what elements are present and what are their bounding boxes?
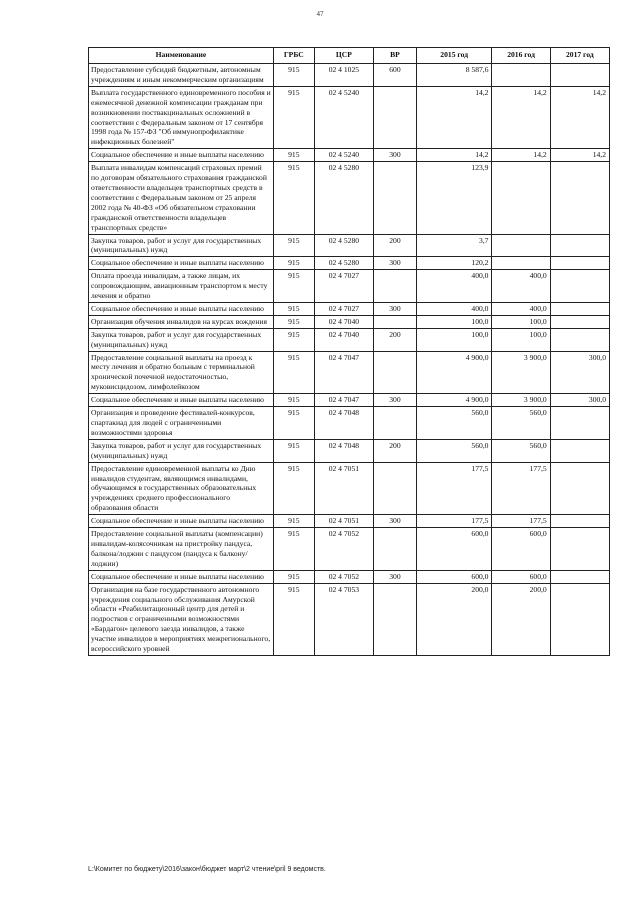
cell-csr: 02 4 1025: [314, 64, 373, 87]
cell-2016: 14,2: [492, 149, 550, 162]
table-row: [89, 234, 610, 257]
cell-2015: 8 587,6: [416, 64, 492, 87]
cell-grbs: 915: [273, 583, 314, 655]
cell-vr: 300: [374, 302, 417, 315]
cell-2017: [550, 583, 609, 655]
cell-2015: 100,0: [416, 328, 492, 351]
cell-csr: 02 4 7027: [314, 302, 373, 315]
page-number: 47: [316, 10, 324, 18]
cell-2017: 14,2: [550, 149, 609, 162]
cell-2015: 177,5: [416, 515, 492, 528]
cell-2015: 14,2: [416, 86, 492, 148]
cell-vr: 300: [374, 149, 417, 162]
cell-grbs: 915: [273, 162, 314, 234]
cell-name: Организация и проведение фестивалей-конкурсов, спартакиад для людей с ограниченными возможностями здоровья: [89, 407, 274, 440]
table-row: [89, 515, 610, 528]
cell-2016: 560,0: [492, 439, 550, 462]
cell-grbs: 915: [273, 328, 314, 351]
cell-csr: 02 4 5280: [314, 162, 373, 234]
cell-name: Социальное обеспечение и иные выплаты населению: [89, 570, 274, 583]
cell-2015: 600,0: [416, 528, 492, 571]
cell-2017: 14,2: [550, 86, 609, 148]
cell-csr: 02 4 7048: [314, 439, 373, 462]
cell-2015: 400,0: [416, 270, 492, 303]
table-row: [89, 439, 610, 462]
cell-vr: [374, 162, 417, 234]
cell-csr: 02 4 7051: [314, 515, 373, 528]
cell-vr: 300: [374, 515, 417, 528]
cell-2016: 400,0: [492, 302, 550, 315]
cell-name: Выплата инвалидам компенсаций страховых премий по договорам обязательного страхования гражданской ответственности владельцев транспортных средств в соответствии с Федеральным законом от 25 апреля 2002 года № 40-ФЗ «Об обязательном страховании гражданской ответственности владельцев транспортных средств»: [89, 162, 274, 234]
cell-csr: 02 4 5280: [314, 234, 373, 257]
cell-grbs: 915: [273, 351, 314, 394]
cell-name: Организация обучения инвалидов на курсах вождения: [89, 315, 274, 328]
cell-csr: 02 4 7040: [314, 328, 373, 351]
cell-grbs: 915: [273, 302, 314, 315]
cell-2015: 120,2: [416, 257, 492, 270]
cell-grbs: 915: [273, 234, 314, 257]
cell-grbs: 915: [273, 270, 314, 303]
cell-grbs: 915: [273, 515, 314, 528]
cell-name: Выплата государственного единовременного пособия и ежемесячной денежной компенсации гражданам при возникновении поствакцинальных осложнений в соответствии с Федеральным законом от 17 сентября 1998 года № 157-ФЗ "Об иммунопрофилактике инфекционных болезней": [89, 86, 274, 148]
table-row: [89, 302, 610, 315]
cell-name: Предоставление социальной выплаты на проезд к месту лечения и обратно больным с терминальной хронической почечной недостаточностью, муковисцидозом, лимфолейкозом: [89, 351, 274, 394]
cell-2016: 3 900,0: [492, 394, 550, 407]
cell-2016: [492, 64, 550, 87]
cell-csr: 02 4 5240: [314, 149, 373, 162]
cell-2017: [550, 302, 609, 315]
cell-2016: 177,5: [492, 462, 550, 515]
cell-2017: [550, 439, 609, 462]
cell-2017: 300,0: [550, 394, 609, 407]
cell-name: Закупка товаров, работ и услуг для государственных (муниципальных) нужд: [89, 234, 274, 257]
cell-vr: [374, 351, 417, 394]
cell-2017: [550, 328, 609, 351]
cell-name: Закупка товаров, работ и услуг для государственных (муниципальных) нужд: [89, 328, 274, 351]
cell-grbs: 915: [273, 439, 314, 462]
cell-2017: [550, 270, 609, 303]
table-row: [89, 462, 610, 515]
table-row: [89, 394, 610, 407]
cell-name: Закупка товаров, работ и услуг для государственных (муниципальных) нужд: [89, 439, 274, 462]
cell-2015: 3,7: [416, 234, 492, 257]
cell-vr: 600: [374, 64, 417, 87]
cell-vr: 300: [374, 394, 417, 407]
cell-name: Оплата проезда инвалидам, а также лицам, их сопровождающим, авиационным транспортом к месту лечения и обратно: [89, 270, 274, 303]
cell-2015: 123,9: [416, 162, 492, 234]
cell-2017: [550, 407, 609, 440]
cell-csr: 02 4 7048: [314, 407, 373, 440]
cell-name: Социальное обеспечение и иные выплаты населению: [89, 149, 274, 162]
cell-grbs: 915: [273, 407, 314, 440]
cell-2015: 177,5: [416, 462, 492, 515]
cell-2016: 100,0: [492, 315, 550, 328]
header-csr: ЦСР: [314, 48, 373, 64]
cell-vr: 200: [374, 234, 417, 257]
cell-name: Организация на базе государственного автономного учреждения социального обслуживания Амурской области «Реабилитационный центр для детей и подростков с ограниченными возможностями «Бардагон» целевого заезда инвалидов, а также участие инвалидов в мероприятиях межрегионального, всероссийского уровней: [89, 583, 274, 655]
file-path-footer: L:\Комитет по бюджету\2016\закон\бюджет март\2 чтение\pril 9 ведомств.: [88, 866, 326, 873]
cell-csr: 02 4 7051: [314, 462, 373, 515]
table-row: [89, 328, 610, 351]
cell-2015: 400,0: [416, 302, 492, 315]
header-grbs: ГРБС: [273, 48, 314, 64]
table-header: [89, 48, 610, 64]
cell-2017: [550, 570, 609, 583]
table-row: [89, 570, 610, 583]
cell-2015: 4 900,0: [416, 351, 492, 394]
table-row: [89, 149, 610, 162]
cell-2015: 560,0: [416, 407, 492, 440]
cell-csr: 02 4 7053: [314, 583, 373, 655]
cell-2017: [550, 315, 609, 328]
cell-2017: [550, 234, 609, 257]
cell-2015: 4 900,0: [416, 394, 492, 407]
table-row: [89, 257, 610, 270]
cell-2016: [492, 257, 550, 270]
header-vr: ВР: [374, 48, 417, 64]
cell-name: Социальное обеспечение и иные выплаты населению: [89, 515, 274, 528]
table-row: [89, 315, 610, 328]
cell-vr: [374, 583, 417, 655]
cell-name: Социальное обеспечение и иные выплаты населению: [89, 257, 274, 270]
cell-2016: 100,0: [492, 328, 550, 351]
cell-grbs: 915: [273, 257, 314, 270]
cell-csr: 02 4 7052: [314, 570, 373, 583]
cell-2017: [550, 462, 609, 515]
cell-2017: [550, 162, 609, 234]
cell-2016: 600,0: [492, 570, 550, 583]
cell-grbs: 915: [273, 64, 314, 87]
cell-vr: [374, 315, 417, 328]
cell-2017: [550, 257, 609, 270]
cell-grbs: 915: [273, 462, 314, 515]
cell-2015: 100,0: [416, 315, 492, 328]
cell-2016: [492, 234, 550, 257]
cell-vr: [374, 407, 417, 440]
table-row: [89, 351, 610, 394]
header-2016: 2016 год: [492, 48, 550, 64]
header-2015: 2015 год: [416, 48, 492, 64]
cell-2016: 600,0: [492, 528, 550, 571]
cell-2015: 14,2: [416, 149, 492, 162]
cell-2016: 400,0: [492, 270, 550, 303]
table-row: [89, 407, 610, 440]
cell-2016: 560,0: [492, 407, 550, 440]
budget-table-container: [88, 47, 610, 656]
cell-name: Предоставление единовременной выплаты ко Дню инвалидов студентам, являющимся инвалидами, обучающимся в государственных образовательных учреждениях среднего профессионального образования области: [89, 462, 274, 515]
cell-name: Социальное обеспечение и иные выплаты населению: [89, 394, 274, 407]
cell-vr: 200: [374, 439, 417, 462]
cell-csr: 02 4 7040: [314, 315, 373, 328]
cell-grbs: 915: [273, 570, 314, 583]
table-body: [89, 64, 610, 656]
cell-vr: 200: [374, 328, 417, 351]
cell-2015: 560,0: [416, 439, 492, 462]
budget-table: [88, 47, 610, 656]
table-row: [89, 86, 610, 148]
cell-csr: 02 4 7047: [314, 351, 373, 394]
cell-name: Предоставление субсидий бюджетным, автономным учреждениям и иным некоммерческим организациям: [89, 64, 274, 87]
cell-name: Социальное обеспечение и иные выплаты населению: [89, 302, 274, 315]
cell-csr: 02 4 5240: [314, 86, 373, 148]
cell-2016: 14,2: [492, 86, 550, 148]
cell-2017: [550, 64, 609, 87]
cell-2017: [550, 515, 609, 528]
cell-vr: [374, 528, 417, 571]
cell-vr: [374, 270, 417, 303]
cell-grbs: 915: [273, 149, 314, 162]
cell-2015: 600,0: [416, 570, 492, 583]
header-2017: 2017 год: [550, 48, 609, 64]
cell-csr: 02 4 5280: [314, 257, 373, 270]
cell-vr: 300: [374, 257, 417, 270]
table-row: [89, 162, 610, 234]
table-row: [89, 583, 610, 655]
table-row: [89, 64, 610, 87]
table-row: [89, 270, 610, 303]
cell-2016: 177,5: [492, 515, 550, 528]
cell-grbs: 915: [273, 394, 314, 407]
cell-csr: 02 4 7027: [314, 270, 373, 303]
cell-grbs: 915: [273, 315, 314, 328]
cell-csr: 02 4 7047: [314, 394, 373, 407]
cell-2015: 200,0: [416, 583, 492, 655]
cell-vr: 300: [374, 570, 417, 583]
header-name: Наименование: [89, 48, 274, 64]
cell-2016: [492, 162, 550, 234]
cell-name: Предоставление социальной выплаты (компенсации) инвалидам-колясочникам на пристройку пандуса, балкона/лоджии с пандусом (пандуса к балкону/лоджии): [89, 528, 274, 571]
cell-2017: 300,0: [550, 351, 609, 394]
table-row: [89, 528, 610, 571]
cell-grbs: 915: [273, 86, 314, 148]
cell-csr: 02 4 7052: [314, 528, 373, 571]
cell-grbs: 915: [273, 528, 314, 571]
cell-vr: [374, 462, 417, 515]
cell-2016: 3 900,0: [492, 351, 550, 394]
cell-vr: [374, 86, 417, 148]
cell-2017: [550, 528, 609, 571]
cell-2016: 200,0: [492, 583, 550, 655]
